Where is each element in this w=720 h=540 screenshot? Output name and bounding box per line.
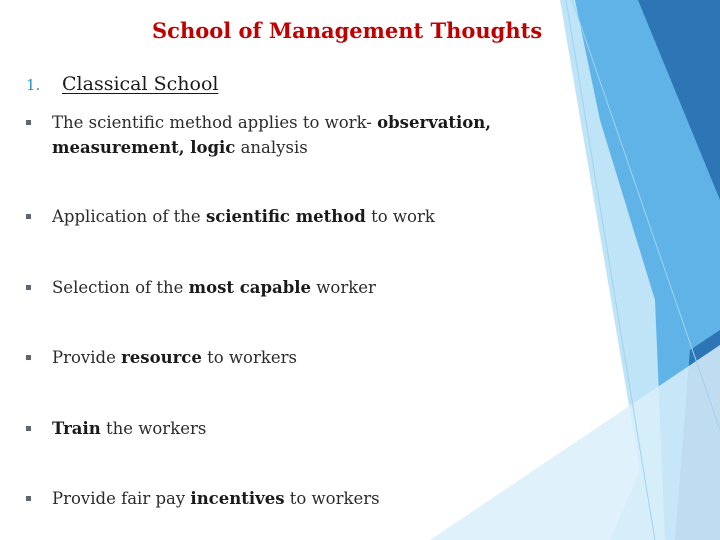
bullet-item [26, 416, 566, 441]
bullet-text [52, 486, 566, 511]
bullet-text [52, 204, 566, 229]
bullet-bold-run: measurement, logic [52, 138, 236, 157]
bullet-text-run: Provide [52, 348, 122, 367]
bullet-text [52, 110, 566, 160]
bullet-text-run: Application of the [52, 207, 206, 226]
bullet-text [52, 345, 566, 370]
section-label: Classical School [62, 73, 219, 95]
bullet-item [26, 275, 566, 300]
bullet-bold-run: observation, [377, 113, 492, 132]
bullet-marker-icon [26, 496, 31, 501]
bullet-marker-icon [26, 355, 31, 360]
bullet-item [26, 110, 566, 160]
bullet-text-run: to workers [201, 348, 297, 367]
bullet-marker-icon [26, 285, 31, 290]
bullet-item [26, 345, 566, 370]
bullet-text-run: worker [311, 278, 376, 297]
bullet-bold-run: resource [121, 348, 202, 367]
bullet-bold-run: incentives [190, 489, 285, 508]
bullet-text [52, 275, 566, 300]
section-heading [26, 73, 218, 95]
bullet-text-run: to workers [284, 489, 380, 508]
bullet-text [52, 416, 566, 441]
bullet-text-run: Selection of the [52, 278, 189, 297]
bullet-bold-run: scientific method [205, 207, 366, 226]
bullet-bold-run: most capable [188, 278, 312, 297]
section-number: 1. [26, 76, 41, 94]
bullet-text-run: to work [365, 207, 435, 226]
bullet-item [26, 204, 566, 229]
bullet-text-run: the workers [100, 419, 207, 438]
bullet-text-run: analysis [235, 138, 308, 157]
slide-title: School of Management Thoughts [152, 18, 543, 43]
bullet-bold-run: Train [52, 419, 101, 438]
bullet-item [26, 486, 566, 511]
bullet-marker-icon [26, 214, 31, 219]
bullet-marker-icon [26, 120, 31, 125]
bullet-text-run: Provide fair pay [52, 489, 191, 508]
bullet-marker-icon [26, 426, 31, 431]
bullet-text-run: The scientific method applies to work- [52, 113, 378, 132]
